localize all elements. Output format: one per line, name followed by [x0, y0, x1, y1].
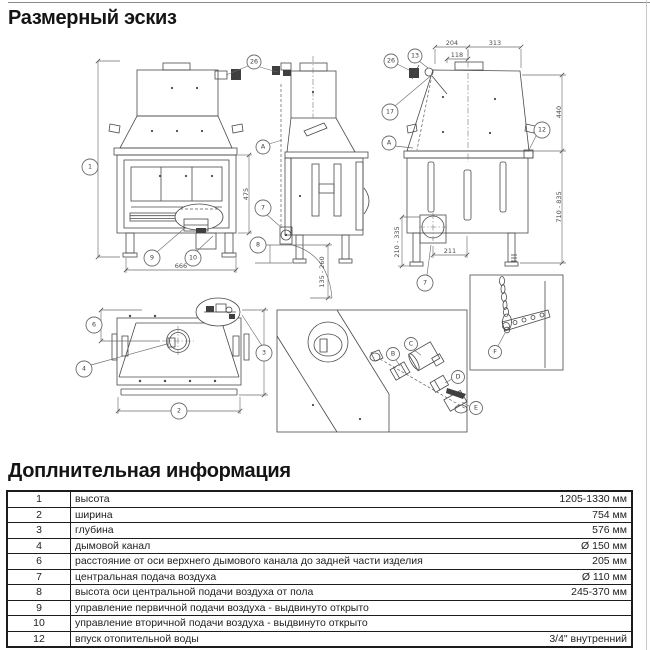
- additional-info-table: [6, 490, 633, 648]
- table-row: [7, 616, 632, 632]
- page-title: Размерный эскиз: [8, 7, 177, 29]
- row-number: 9: [7, 600, 71, 616]
- callout-12-water-inlet: [534, 122, 550, 138]
- svg-text:B: B: [390, 350, 396, 358]
- callout-8-air-axis: [250, 237, 266, 253]
- svg-text:E: E: [474, 404, 478, 412]
- rear-view: [382, 39, 566, 291]
- svg-text:10: 10: [188, 254, 198, 262]
- row-description: глубина: [75, 524, 114, 536]
- row-number: 12: [7, 631, 71, 647]
- rear-view-linework: [404, 50, 535, 266]
- table-row: [7, 507, 632, 523]
- callout-c-part: [405, 338, 418, 351]
- section-title: Доплнительная информация: [8, 460, 291, 482]
- row-number: 6: [7, 554, 71, 570]
- row-value: 754 мм: [592, 508, 627, 521]
- dim-top-right: 313: [488, 39, 502, 47]
- row-description: дымовой канал: [75, 539, 151, 552]
- callout-d-part: [452, 371, 465, 384]
- row-value: 1205-1330 мм: [559, 493, 627, 505]
- row-number: 2: [7, 507, 71, 523]
- row-value: 245-370 мм: [571, 586, 627, 598]
- callout-2-width: [171, 403, 187, 419]
- row-description: управление вторичной подачи воздуха - выдвинуто открыто: [75, 617, 368, 629]
- table-row: [7, 523, 632, 539]
- svg-text:3: 3: [261, 349, 267, 357]
- callout-3-depth: [256, 345, 272, 361]
- dim-side-air-height: 135 - 260: [318, 256, 326, 288]
- side-view-linework: [272, 56, 369, 263]
- svg-text:26: 26: [249, 58, 259, 66]
- row-description: расстояние от оси верхнего дымового канала до задней части изделия: [75, 555, 423, 567]
- dim-hood-height: 440: [555, 105, 563, 119]
- callout-13-damper-knob: [408, 49, 422, 63]
- row-description: высота: [75, 493, 110, 505]
- svg-text:D: D: [455, 373, 461, 381]
- callout-a-rear: [382, 136, 396, 150]
- row-value: 205 мм: [592, 555, 627, 567]
- top-view: [76, 298, 272, 419]
- svg-text:F: F: [493, 348, 497, 356]
- row-value: 3/4" внутренний: [549, 632, 627, 645]
- table-row: [7, 585, 632, 601]
- chain-detail-view: [470, 275, 563, 370]
- callout-b-part: [387, 348, 400, 361]
- table-row: [7, 600, 632, 616]
- dim-front-width: 666: [174, 262, 188, 270]
- table-row: [7, 554, 632, 570]
- dim-flue-offset: 118: [450, 51, 464, 59]
- row-description: впуск отопительной воды: [75, 632, 199, 645]
- side-view-dimensions: [226, 66, 332, 298]
- top-view-dimensions: [91, 310, 270, 414]
- callout-10-secondary-air: [185, 250, 201, 266]
- callout-7-central-air-side: [255, 200, 271, 216]
- row-value: Ø 110 мм: [581, 570, 627, 583]
- svg-text:7: 7: [422, 279, 428, 287]
- svg-text:7: 7: [260, 204, 266, 212]
- table-row: [7, 569, 632, 585]
- row-number: 3: [7, 523, 71, 539]
- chain-detail-linework: [470, 275, 563, 370]
- row-description: ширина: [75, 508, 113, 521]
- row-number: 7: [7, 569, 71, 585]
- dim-door-height: 475: [242, 187, 250, 201]
- dim-body-height: 710 - 835: [555, 191, 563, 223]
- svg-text:1: 1: [87, 163, 93, 171]
- svg-text:17: 17: [385, 108, 395, 116]
- row-value: Ø 150 мм: [581, 539, 627, 552]
- dim-rear-air-height: 210 - 335: [393, 226, 401, 258]
- svg-text:2: 2: [176, 407, 182, 415]
- callout-26-damper: [247, 55, 261, 69]
- flue-detail-linework: [277, 310, 469, 432]
- svg-text:13: 13: [410, 52, 420, 60]
- row-value: 576 мм: [592, 524, 627, 536]
- svg-text:26: 26: [386, 57, 396, 65]
- side-view: [226, 55, 369, 298]
- callout-9-primary-air: [144, 250, 160, 266]
- row-description: высота оси центральной подачи воздуха от пола: [75, 586, 314, 598]
- callout-a-side: [256, 140, 270, 154]
- callout-4-flue: [76, 361, 92, 377]
- row-number: 1: [7, 491, 71, 507]
- row-description: центральная подача воздуха: [75, 570, 217, 583]
- svg-text:A: A: [260, 143, 266, 151]
- callout-f-part: [489, 346, 502, 359]
- front-view-linework: [109, 63, 243, 257]
- top-view-linework: [112, 298, 249, 395]
- flue-detail-view: [277, 310, 483, 432]
- front-view: [82, 61, 252, 273]
- dim-top-left: 204: [445, 39, 459, 47]
- table-row: [7, 491, 632, 507]
- row-number: 10: [7, 616, 71, 632]
- table-row: [7, 631, 632, 647]
- callout-1-height: [82, 159, 98, 175]
- row-number: 4: [7, 538, 71, 554]
- callout-7-central-air-rear: [417, 275, 433, 291]
- svg-text:8: 8: [255, 241, 261, 249]
- svg-text:12: 12: [537, 126, 547, 134]
- svg-text:6: 6: [91, 321, 97, 329]
- callout-26-damper-rear: [384, 54, 398, 68]
- callout-e-part: [470, 402, 483, 415]
- callout-17-damper-rod: [382, 104, 398, 120]
- callout-6-flue-to-back: [86, 317, 102, 333]
- row-number: 8: [7, 585, 71, 601]
- svg-text:9: 9: [149, 254, 155, 262]
- svg-text:C: C: [408, 340, 414, 348]
- svg-text:4: 4: [81, 365, 87, 373]
- row-description: управление первичной подачи воздуха - выдвинуто открыто: [75, 601, 369, 614]
- dim-air-offset: 211: [443, 247, 457, 255]
- svg-text:A: A: [386, 139, 392, 147]
- table-row: [7, 538, 632, 554]
